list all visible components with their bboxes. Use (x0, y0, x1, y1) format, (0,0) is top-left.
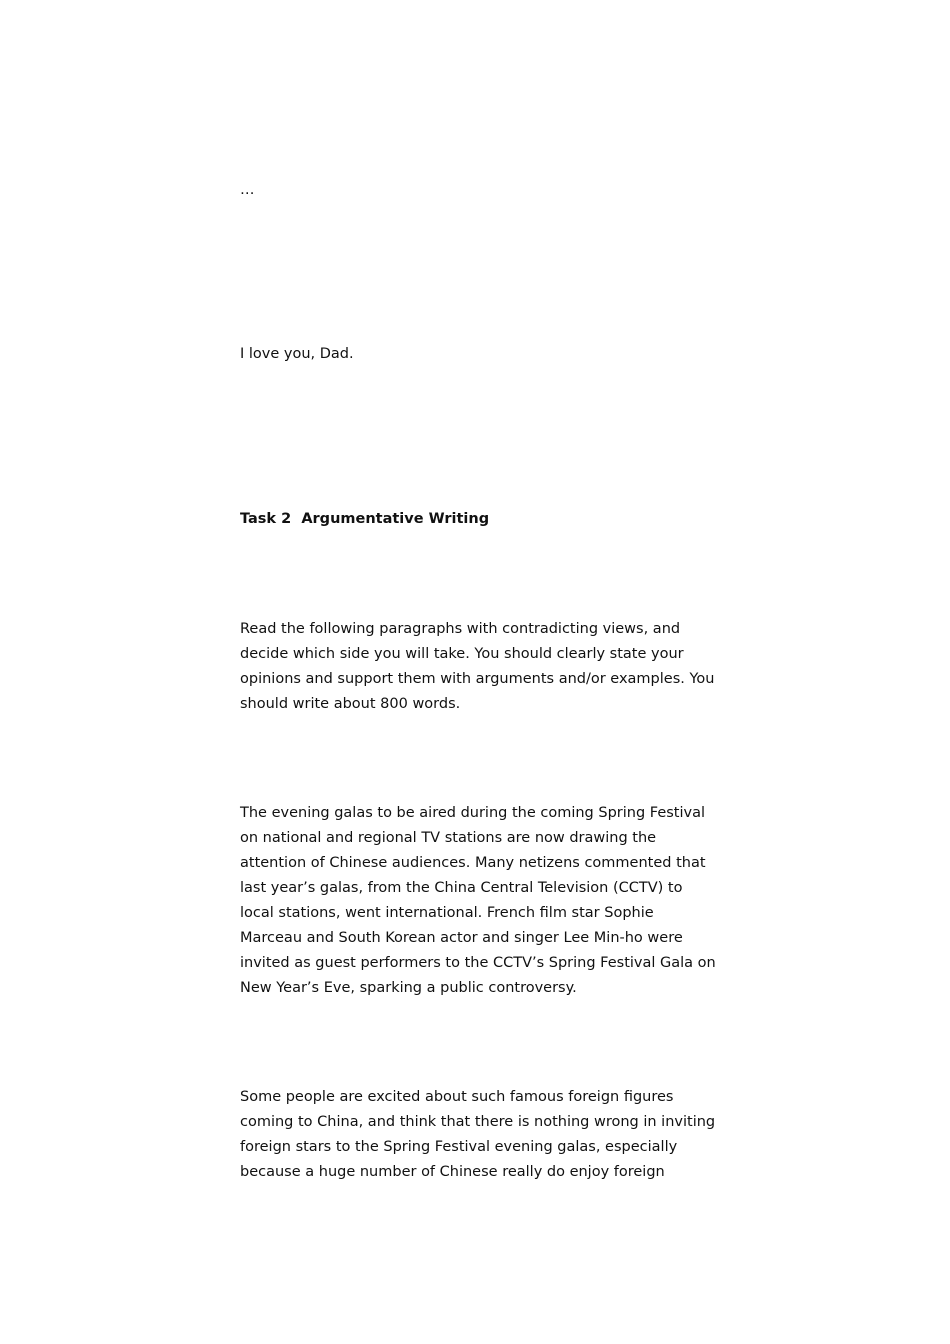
body-paragraph-2: Some people are excited about such famous foreign figures coming to China, and think that there is nothing wrong in inviting foreign stars to the Spring Festival evening galas, especially because a huge number of Chinese really do enjoy foreign (240, 1089, 716, 1180)
task-heading: Task 2 Argumentative Writing (240, 511, 490, 527)
body-paragraph-1: The evening galas to be aired during the coming Spring Festival on national and regional TV stations are now drawing the attention of Chinese audiences. Many netizens commented that last year’s galas, from the China Central Television (CCTV) to local stations, went international. French film star Sophie Marceau and South Korean actor and singer Lee Min-ho were invited as guest performers to the CCTV’s Spring Festival Gala on New Year’s Eve, sparking a public controversy. (240, 805, 716, 996)
ellipsis-text: … (240, 182, 255, 198)
closing-line: I love you, Dad. (240, 346, 354, 362)
instructions-paragraph: Read the following paragraphs with contradicting views, and decide which side you will take. You should clearly state your opinions and support them with arguments and/or examples. You should write about 800 words. (240, 621, 715, 712)
